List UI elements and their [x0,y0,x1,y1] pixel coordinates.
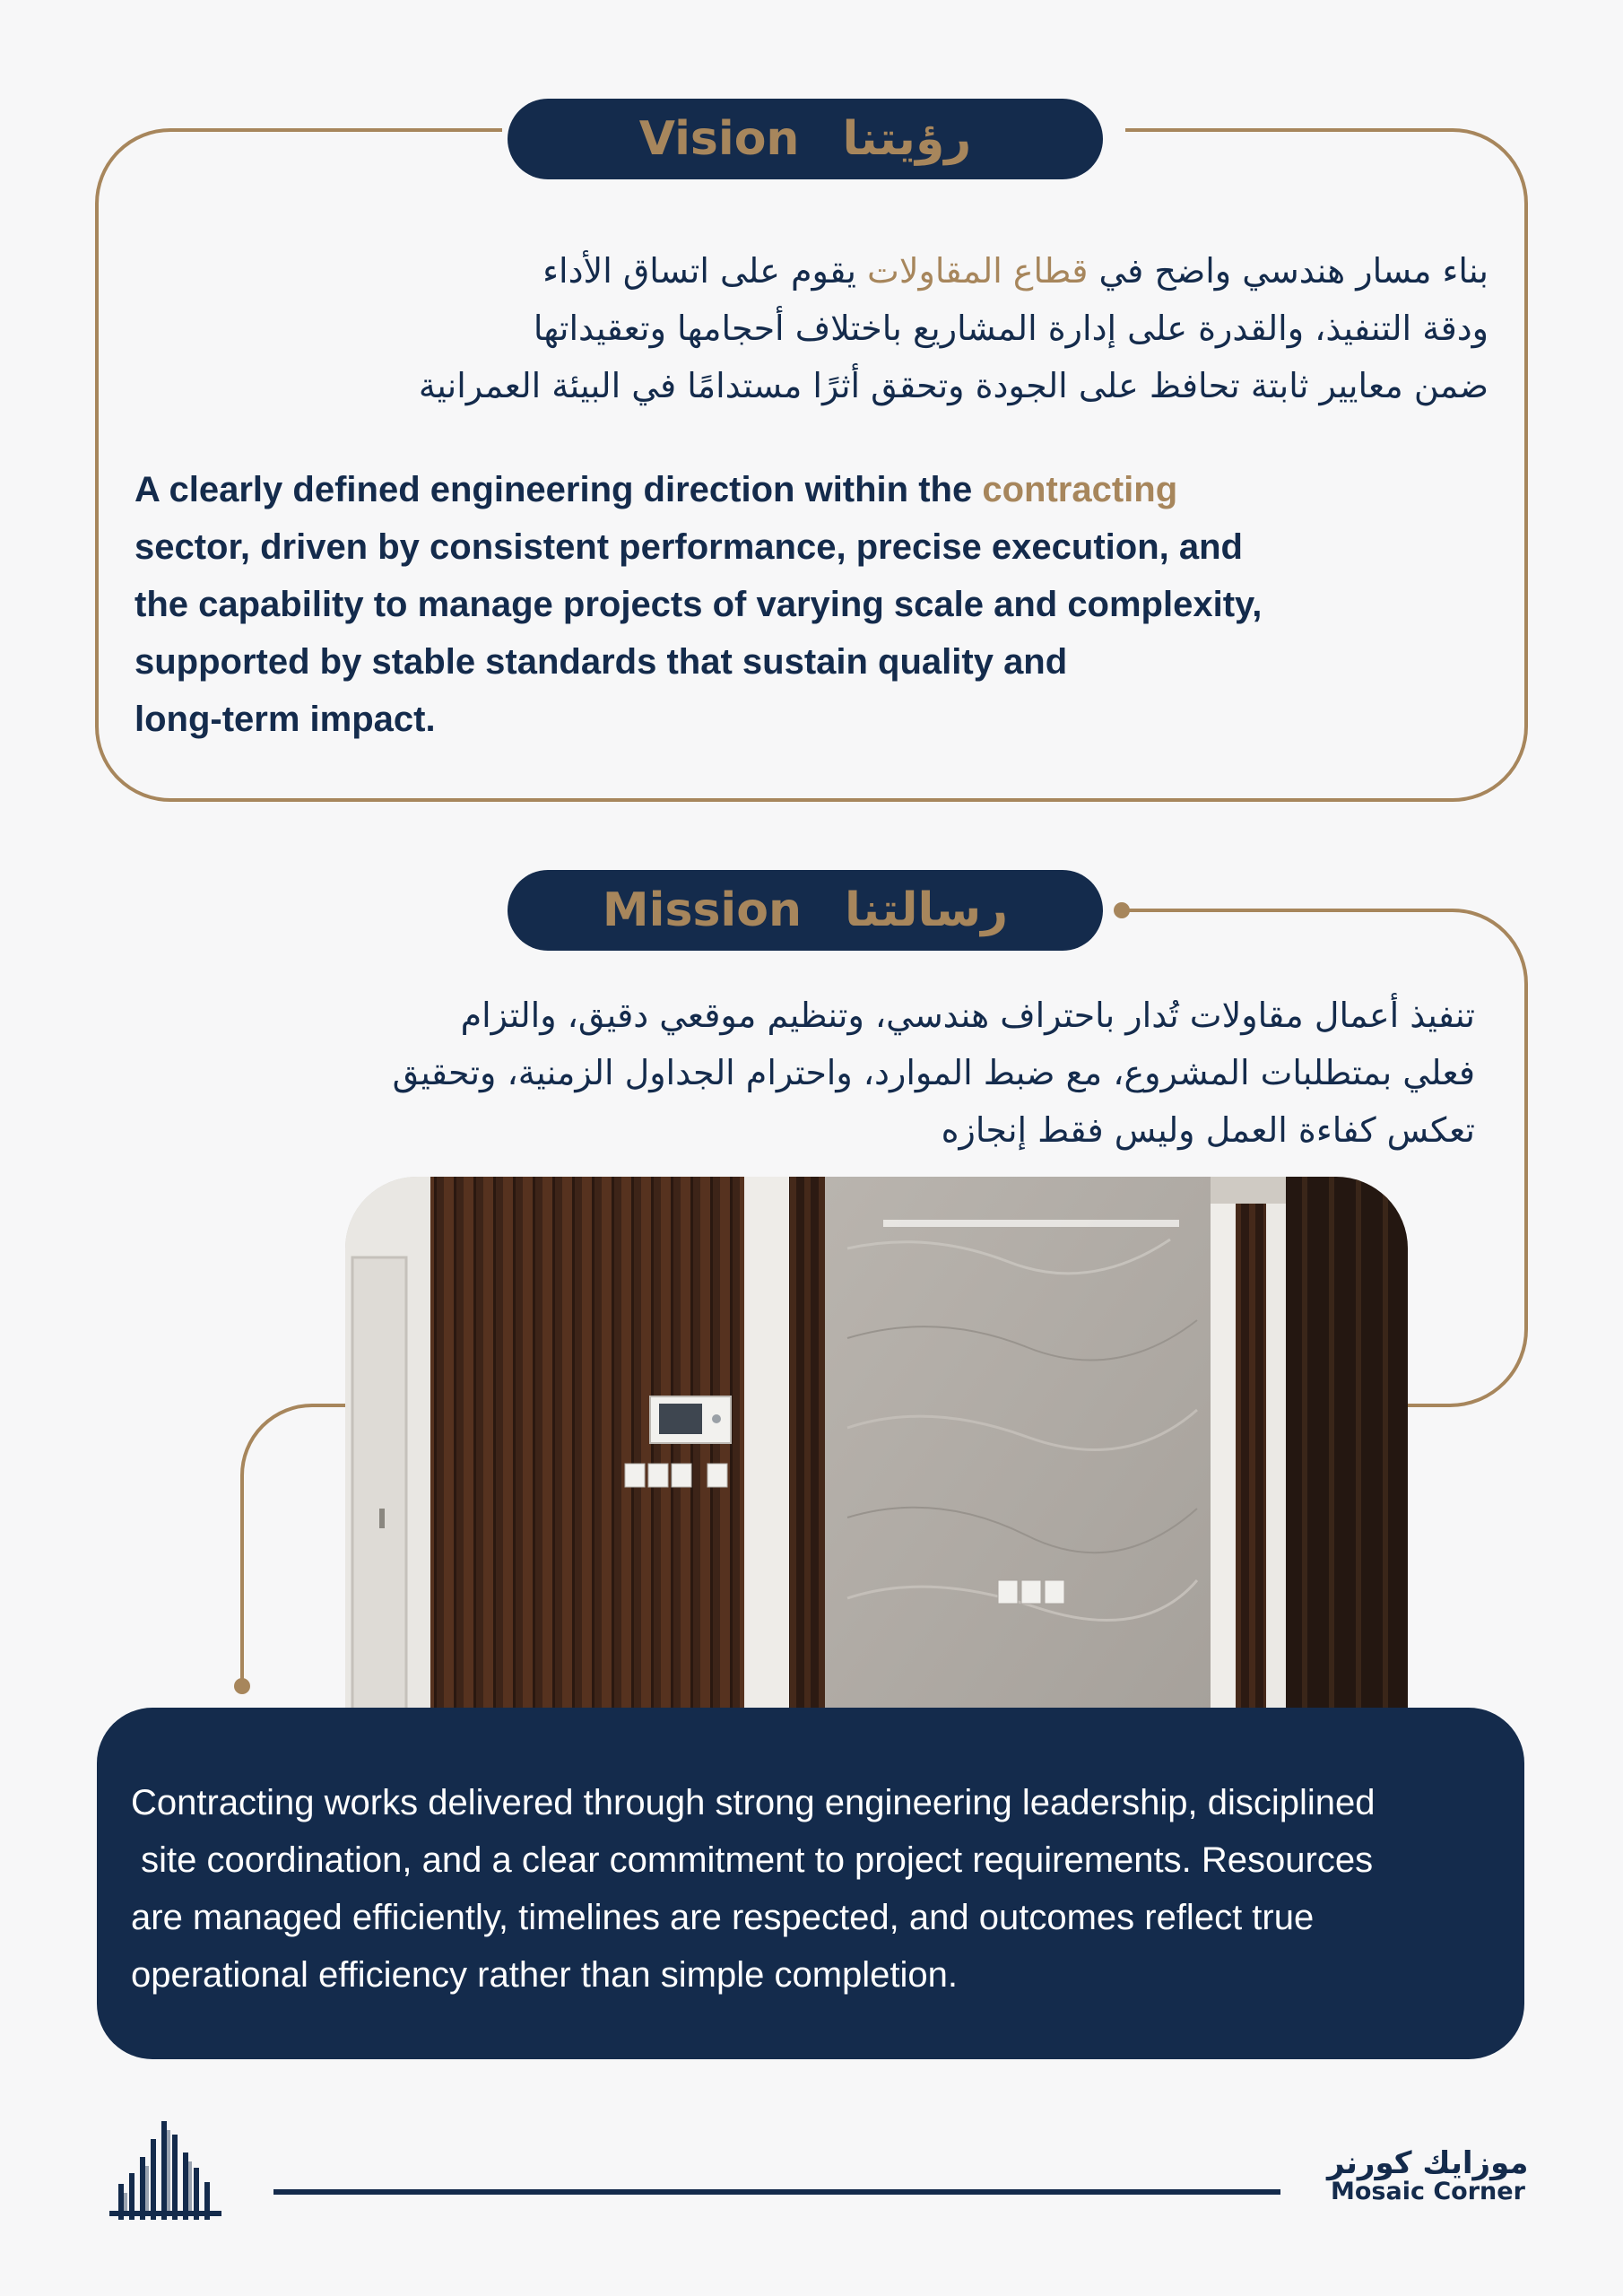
mission-en-line-3: are managed efficiently, timelines are respected, and outcomes reflect true [131,1898,1315,1937]
vision-english-text [135,461,1515,748]
mission-arabic-text [135,987,1475,1159]
mission-title-ar: رسالتنا [844,883,1009,937]
brand-logo-icon [100,2103,235,2229]
photo-slat-panel [430,1177,744,1715]
mission-ar-line-2: فعلي بمتطلبات المشروع، مع ضبط الموارد، واحترام الجداول الزمنية، وتحقيق [392,1053,1475,1092]
vision-en-line-2: sector, driven by consistent performance, precise execution, and [135,527,1243,567]
vision-ar-line-1: بناء مسار هندسي واضح في قطاع المقاولات يقوم على اتساق الأداء [542,251,1488,291]
vision-ar-highlight: قطاع المقاولات [867,251,1089,291]
brand-name-en: Mosaic Corner [1331,2178,1525,2205]
vision-title-pill [508,99,1103,179]
mission-en-line-1: Contracting works delivered through strong engineering leadership, disciplined [131,1783,1376,1822]
vision-en-highlight: contracting [982,470,1178,509]
brand-name-ar: موزايك كورنر [1327,2145,1529,2181]
mission-ar-line-1: تنفيذ أعمال مقاولات تُدار باحتراف هندسي، وتنظيم موقعي دقيق، والتزام [460,996,1475,1035]
interior-photo [345,1177,1408,1715]
left-connector-line [242,1405,345,1686]
vision-arabic-text [135,242,1488,414]
vision-en-line-5: long-term impact. [135,700,436,739]
mission-english-text [131,1774,1503,2004]
mission-english-box [97,1708,1524,2059]
mission-en-line-2: site coordination, and a clear commitment to project requirements. Resources [131,1840,1374,1880]
vision-ar-line-2: ودقة التنفيذ، والقدرة على إدارة المشاريع باختلاف أحجامها وتعقيداتها [533,309,1488,348]
vision-en-line-1: A clearly defined engineering direction within the contracting [135,470,1178,509]
photo-textured-wall [825,1177,1211,1715]
vision-en-line-4: supported by stable standards that sustain quality and [135,642,1068,682]
mission-ar-line-3: تعكس كفاءة العمل وليس فقط إنجازه [941,1110,1475,1150]
vision-title-en: Vision [638,112,800,166]
vision-title-ar: رؤيتنا [842,112,972,166]
mission-title-pill [508,870,1103,951]
photo-pillar [744,1177,789,1715]
mission-title-en: Mission [602,883,802,937]
connector-dot [234,1678,250,1694]
vision-en-line-3: the capability to manage projects of varying scale and complexity, [135,585,1263,624]
mission-en-line-4: operational efficiency rather than simple completion. [131,1955,958,1995]
vision-ar-line-3: ضمن معايير ثابتة تحافظ على الجودة وتحقق أثرًا مستدامًا في البيئة العمرانية [418,366,1488,405]
